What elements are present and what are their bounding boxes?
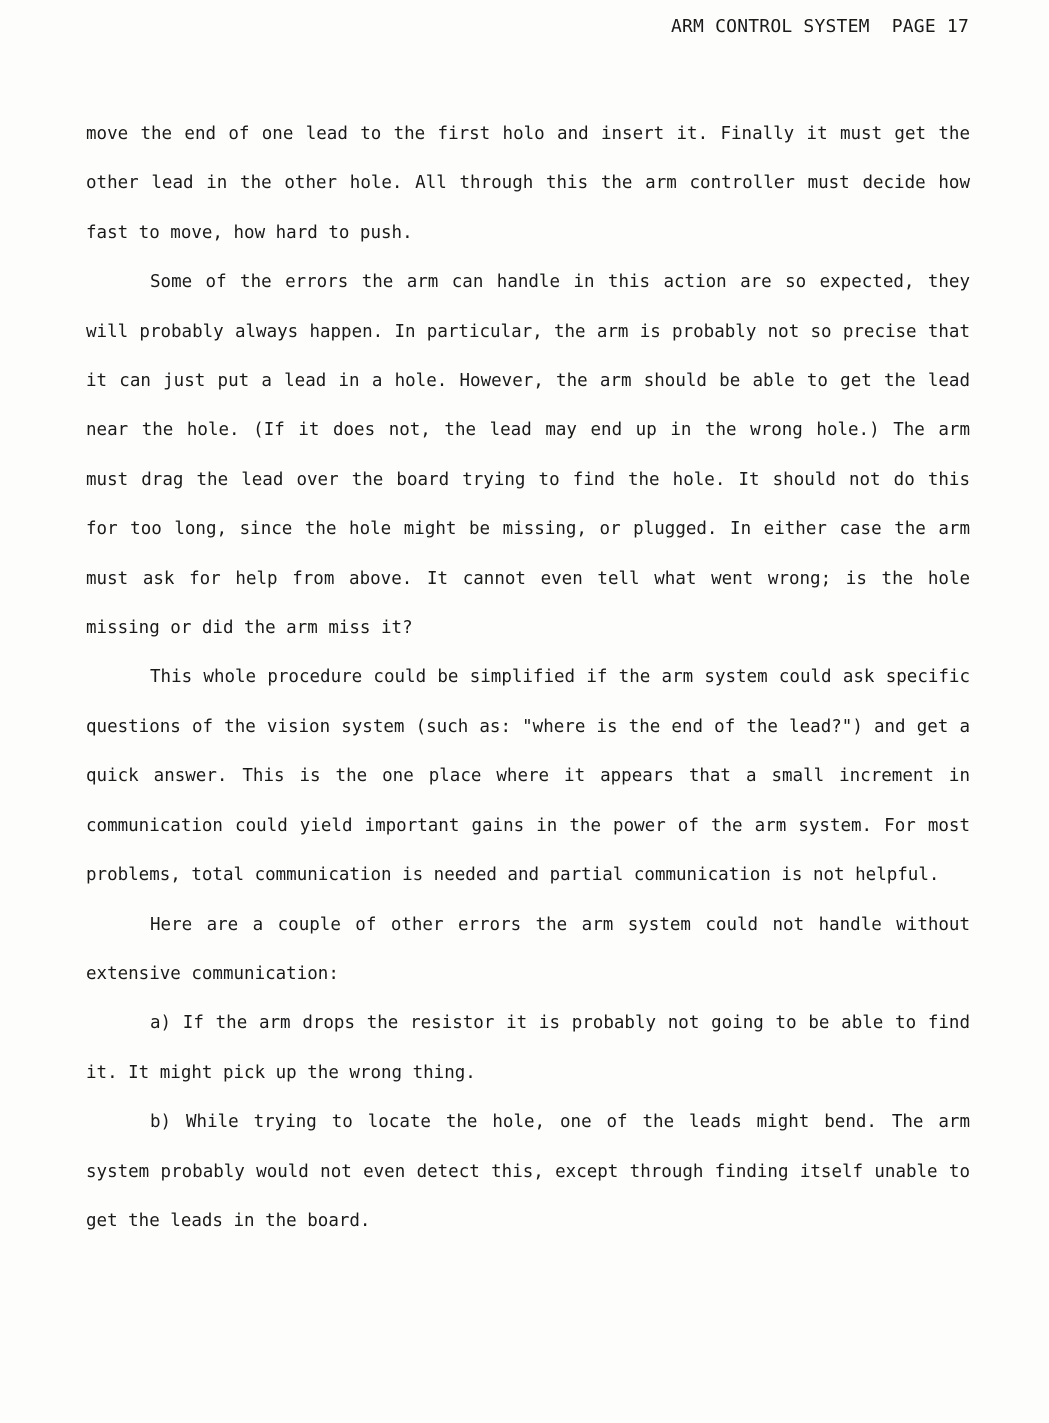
page-header [671, 16, 969, 37]
list-item-b: b) While trying to locate the hole, one of the leads might bend. The arm system probably would not even detect this, except through finding itself unable to get the leads in the board. [86, 1112, 970, 1231]
list-item-a: a) If the arm drops the resistor it is probably not going to be able to find it. It might pick up the wrong thing. [86, 1013, 970, 1083]
paragraph-errors-handled: Some of the errors the arm can handle in this action are so expected, they will probably always happen. In particular, the arm is probably not so precise that it can just put a lead in a hole. However, the arm should be able to get the lead near the hole. (If it does not, the lead may end up in the wrong hole.) The arm must drag the lead over the board trying to find the hole. It should not do this for too long, since the hole might be missing, or plugged. In either case the arm must ask for help from above. It cannot even tell what went wrong; is the hole missing or did the arm miss it? [86, 272, 970, 639]
body-text [86, 110, 970, 1246]
page-number: PAGE 17 [891, 16, 969, 37]
paragraph-continuation: move the end of one lead to the first holo and insert it. Finally it must get the other lead in the other hole. All through this the arm controller must decide how fast to move, how hard to push. [86, 124, 970, 243]
paragraph-other-errors-intro: Here are a couple of other errors the arm system could not handle without extensive communication: [86, 914, 970, 984]
paragraph-vision-questions: This whole procedure could be simplified if the arm system could ask specific questions of the vision system (such as: "where is the end of the lead?") and get a quick answer. This is the one place where it appears that a small increment in communication could yield important gains in the power of the arm system. For most problems, total communication is needed and partial communication is not helpful. [86, 667, 970, 886]
header-title: ARM CONTROL SYSTEM [670, 16, 870, 37]
